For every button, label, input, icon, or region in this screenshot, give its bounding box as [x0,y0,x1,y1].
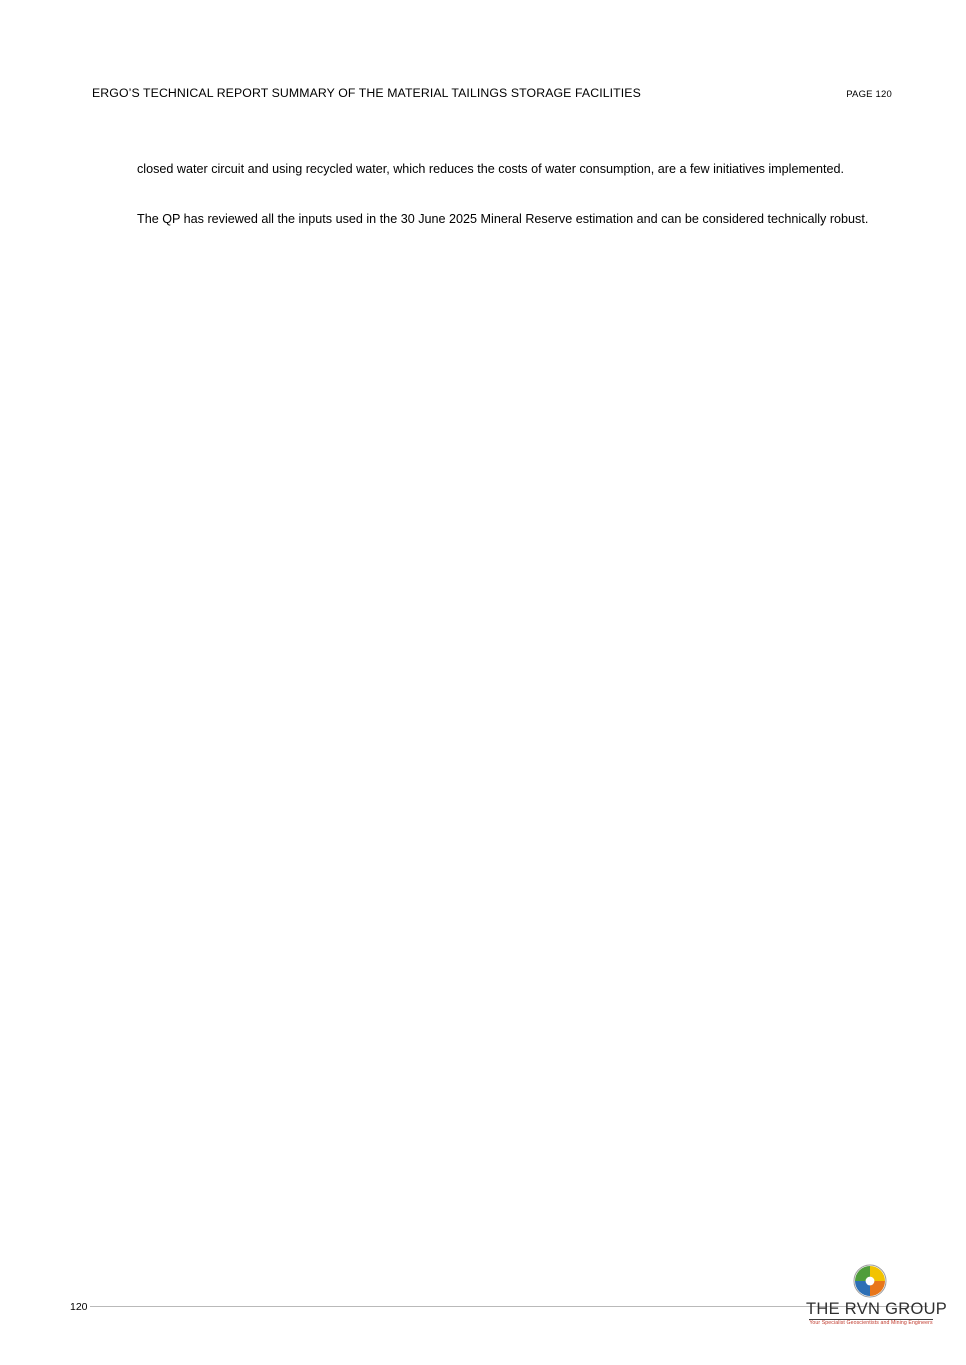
body-paragraph-1: closed water circuit and using recycled water, which reduces the costs of water consumption, are a few initiatives implemented. [137,162,844,176]
header-page-label: PAGE 120 [846,89,892,100]
header-title: ERGO’S TECHNICAL REPORT SUMMARY OF THE MATERIAL TAILINGS STORAGE FACILITIES [92,86,641,100]
page-header [92,86,892,100]
footer-page-number: 120 [70,1301,88,1313]
company-logo [806,1264,948,1334]
body-paragraph-2: The QP has reviewed all the inputs used in the 30 June 2025 Mineral Reserve estimation and can be considered technically robust. [137,212,869,226]
logo-wordmark: THE RVN GROUP [806,1300,948,1318]
footer-divider [90,1306,928,1307]
page-body [137,156,895,233]
rvn-logo-icon [853,1264,887,1298]
logo-tagline: Your Specialist Geoscientists and Mining Engineers [809,1320,933,1326]
